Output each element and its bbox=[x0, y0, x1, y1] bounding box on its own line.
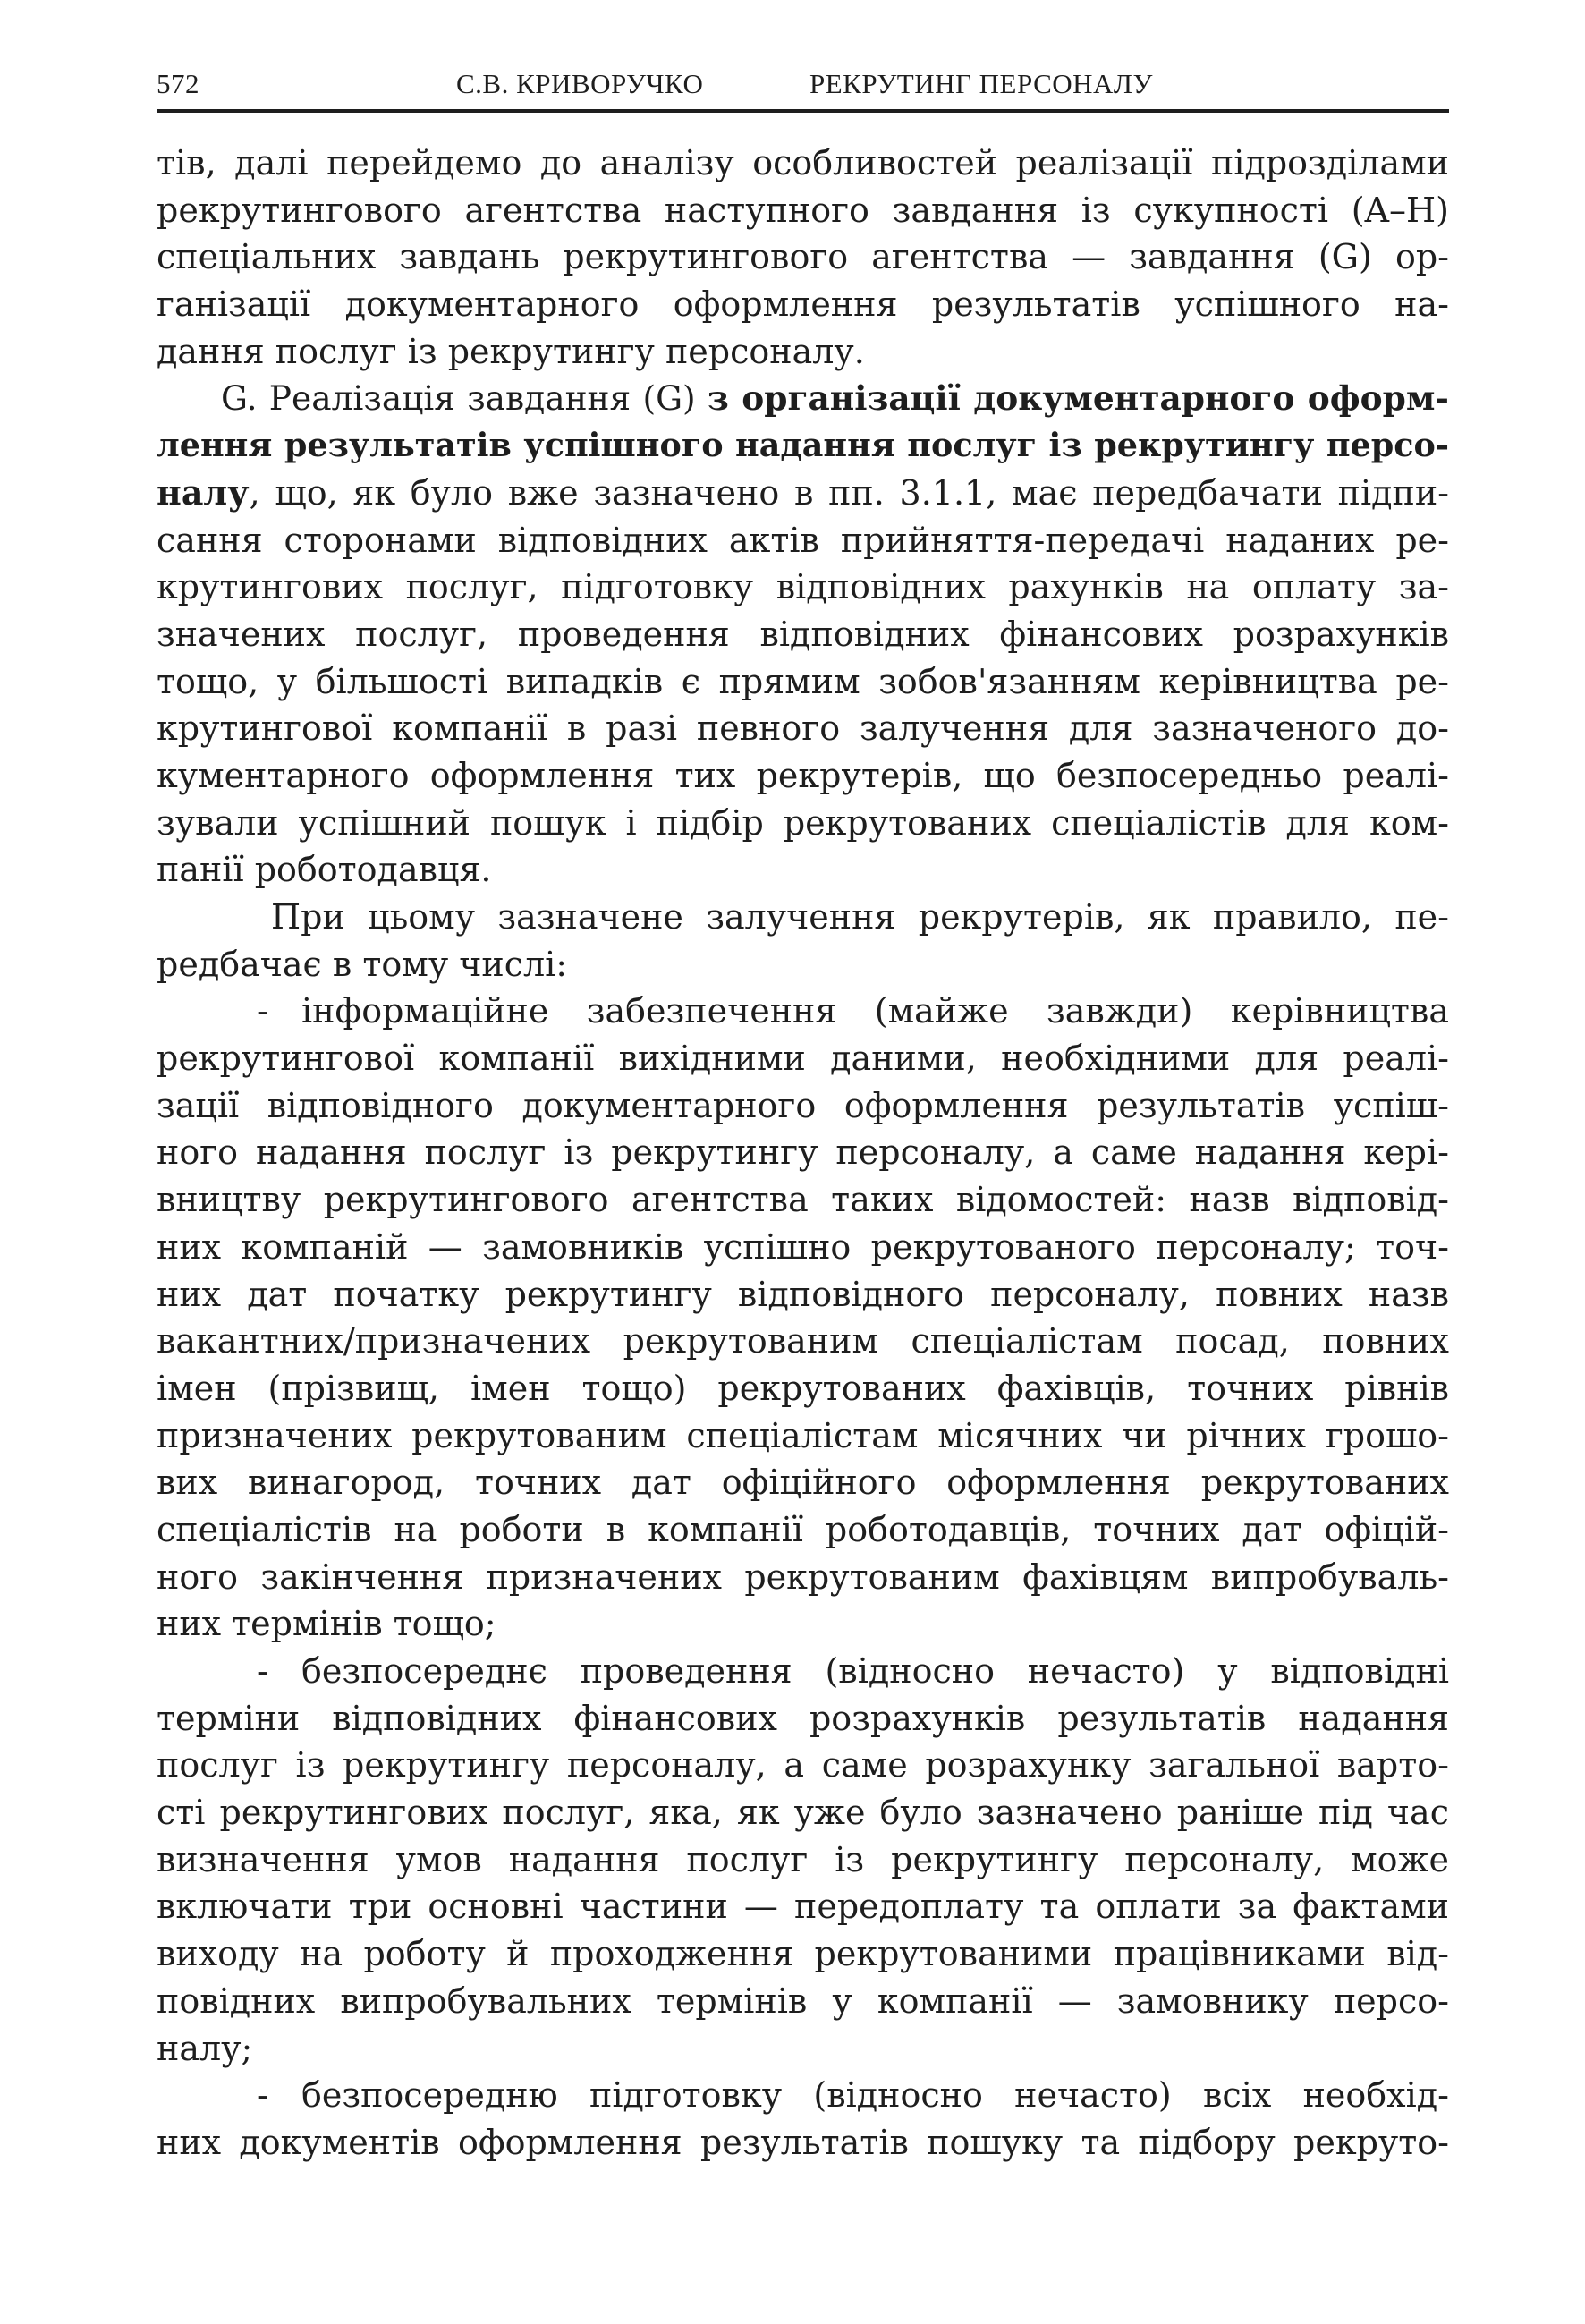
text-line bbox=[157, 1648, 1449, 1695]
text-line bbox=[157, 422, 1449, 470]
text-line: вництву рекрутингового агентства таких відомостей: назв відповід- bbox=[157, 1180, 1449, 1220]
paragraph-1 bbox=[157, 140, 1449, 375]
document-page bbox=[157, 55, 1449, 2167]
text-run: безпосереднє проведення (відносно нечасто) у відповідні bbox=[301, 1651, 1449, 1691]
text-line: спеціальних завдань рекрутингового агентства — завдання (G) ор- bbox=[157, 237, 1449, 277]
text-line: послуг із рекрутингу персоналу, а саме розрахунку загальної варто- bbox=[157, 1745, 1449, 1785]
bold-text: з організації документарного оформ- bbox=[707, 378, 1449, 419]
list-dash: - bbox=[257, 2075, 268, 2116]
text-line: зації відповідного документарного оформлення результатів успіш- bbox=[157, 1085, 1449, 1125]
text-line bbox=[157, 988, 1449, 1035]
text-line: сання сторонами відповідних актів прийняття-передачі наданих ре- bbox=[157, 520, 1449, 560]
text-line: повідних випробувальних термінів у компанії — замовнику персо- bbox=[157, 1980, 1449, 2021]
text-line: значених послуг, проведення відповідних фінансових розрахунків bbox=[157, 614, 1449, 654]
text-line: імен (прізвищ, імен тощо) рекрутованих фахівців, точних рівнів bbox=[157, 1368, 1449, 1408]
list-dash: - bbox=[257, 991, 268, 1031]
text-line: них дат початку рекрутингу відповідного персоналу, повних назв bbox=[157, 1274, 1449, 1314]
text-line: панії роботодавця. bbox=[157, 850, 492, 890]
text-line: включати три основні частини — передоплату та оплати за фактами bbox=[157, 1887, 1449, 1927]
text-line bbox=[157, 470, 1449, 517]
text-line: вих винагород, точних дат офіційного оформлення рекрутованих bbox=[157, 1463, 1449, 1503]
text-line: терміни відповідних фінансових розрахунків результатів надання bbox=[157, 1698, 1449, 1738]
text-run: , що, як було вже зазначено в пп. 3.1.1, має передбачати підпи- bbox=[249, 472, 1449, 513]
text-line: призначених рекрутованим спеціалістам місячних чи річних грошо- bbox=[157, 1415, 1449, 1455]
text-line: них компаній — замовників успішно рекрутованого персоналу; точ- bbox=[157, 1226, 1449, 1267]
text-line: крутингових послуг, підготовку відповідних рахунків на оплату за- bbox=[157, 567, 1449, 607]
text-line: кументарного оформлення тих рекрутерів, що безпосередньо реалі- bbox=[157, 755, 1449, 795]
text-line: виходу на роботу й проходження рекрутованими працівниками від- bbox=[157, 1934, 1449, 1974]
text-line: крутингової компанії в разі певного залучення для зазначеного до- bbox=[157, 708, 1449, 749]
text-line: рекрутингової компанії вихідними даними, необхідними для реалі- bbox=[157, 1039, 1449, 1079]
list-item bbox=[157, 988, 1449, 1648]
text-line: рекрутингового агентства наступного завдання із сукупності (A–H) bbox=[157, 190, 1449, 230]
bold-text: налу bbox=[157, 471, 250, 513]
list-dash: - bbox=[257, 1651, 268, 1691]
text-run: G. Реалізація завдання (G) bbox=[221, 378, 708, 419]
text-line: сті рекрутингових послуг, яка, як уже було зазначено раніше під час bbox=[157, 1793, 1449, 1833]
text-line: ного надання послуг із рекрутингу персоналу, а саме надання кері- bbox=[157, 1132, 1449, 1173]
text-line: тів, далі перейдемо до аналізу особливостей реалізації підрозділами bbox=[157, 143, 1449, 182]
text-line: ганізації документарного оформлення результатів успішного на- bbox=[157, 284, 1449, 325]
book-title: РЕКРУТИНГ ПЕРСОНАЛУ bbox=[809, 68, 1153, 99]
running-header bbox=[157, 55, 1449, 113]
paragraph-2 bbox=[157, 375, 1449, 894]
text-line: дання послуг із рекрутингу персоналу. bbox=[157, 331, 865, 371]
page-number: 572 bbox=[157, 68, 199, 99]
text-line: тощо, у більшості випадків є прямим зобов'язанням керівництва ре- bbox=[157, 661, 1449, 701]
list-item bbox=[157, 2072, 1449, 2166]
text-line bbox=[157, 2072, 1449, 2119]
text-line: При цьому зазначене залучення рекрутерів, як правило, пе- bbox=[271, 897, 1449, 937]
list-item bbox=[157, 1648, 1449, 2072]
text-line: ного закінчення призначених рекрутованим фахівцям випробуваль- bbox=[157, 1556, 1449, 1597]
text-line: налу; bbox=[157, 2028, 253, 2068]
text-line: вакантних/призначених рекрутованим спеціалістам посад, повних bbox=[157, 1321, 1449, 1361]
text-line: редбачає в тому числі: bbox=[157, 944, 568, 984]
paragraph-3 bbox=[157, 894, 1449, 988]
bold-text: лення результатів успішного надання послуг із рекрутингу персо- bbox=[157, 426, 1449, 465]
text-line bbox=[157, 375, 1449, 422]
text-line: спеціалістів на роботи в компанії роботодавців, точних дат офіцій- bbox=[157, 1509, 1449, 1549]
body-text bbox=[157, 140, 1449, 2167]
text-line: визначення умов надання послуг із рекрутингу персоналу, може bbox=[157, 1839, 1449, 1879]
text-line: них документів оформлення результатів пошуку та підбору рекруто- bbox=[157, 2122, 1449, 2162]
text-line: них термінів тощо; bbox=[157, 1604, 496, 1644]
text-line: зували успішний пошук і підбір рекрутованих спеціалістів для ком- bbox=[157, 802, 1449, 843]
text-run: інформаційне забезпечення (майже завжди) керівництва bbox=[301, 991, 1449, 1031]
text-run: безпосередню підготовку (відносно нечасто) всіх необхід- bbox=[301, 2075, 1449, 2116]
author-name: С.В. КРИВОРУЧКО bbox=[456, 68, 704, 99]
